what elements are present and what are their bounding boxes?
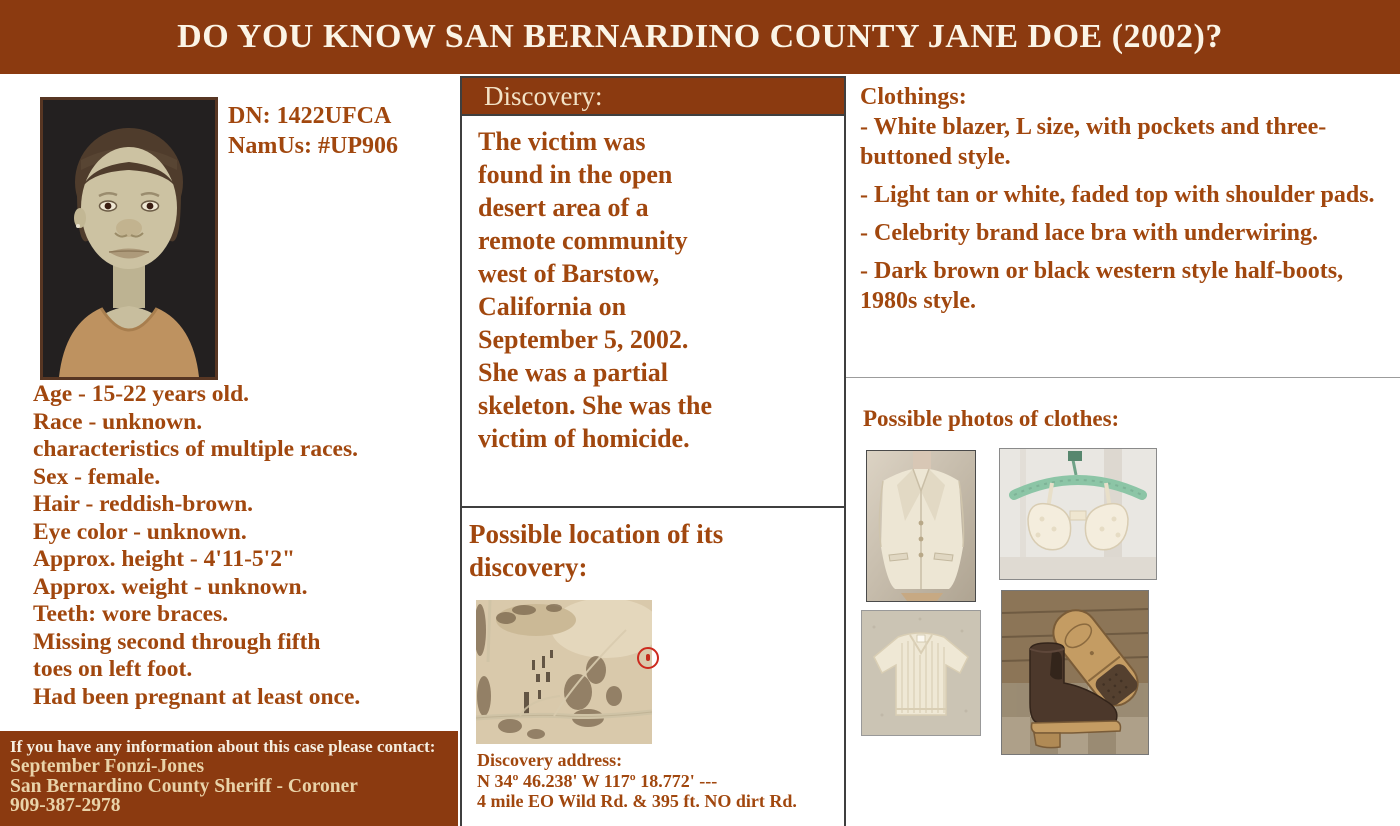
clothing-item: - Light tan or white, faded top with shoulder pads.: [860, 182, 1375, 208]
namus-number: NamUs: #UP906: [228, 133, 398, 159]
panel-divider: [462, 506, 844, 508]
characteristic-line: Eye color - unknown.: [33, 518, 247, 545]
clothing-item: - Dark brown or black western style half-boots, 1980s style.: [860, 258, 1344, 314]
characteristic-line: toes on left foot.: [33, 656, 193, 682]
satellite-map: [476, 600, 652, 744]
lace-bra-photo: [999, 448, 1157, 580]
characteristic-line: Sex - female.: [33, 463, 161, 490]
characteristic-line: Approx. weight - unknown.: [33, 573, 308, 600]
address-label: Discovery address:: [477, 750, 623, 770]
characteristics-list: [33, 381, 360, 711]
clothing-item: - Celebrity brand lace bra with underwiring.: [860, 220, 1318, 246]
brown-boots-photo: [1001, 590, 1149, 755]
discovery-header: Discovery:: [462, 78, 844, 116]
address-coordinates: N 34º 46.238' W 117º 18.772' ---: [477, 770, 718, 791]
location-marker-icon: [637, 647, 659, 669]
contact-name: September Fonzi-Jones: [10, 756, 205, 777]
white-blazer-photo: [866, 450, 976, 602]
discovery-address: [477, 750, 797, 812]
facial-reconstruction-photo: [40, 97, 218, 380]
contact-intro: If you have any information about this case please contact:: [10, 737, 436, 756]
discovery-panel: [460, 76, 846, 826]
contact-phone: 909-387-2978: [10, 795, 121, 816]
clothes-photos-header: Possible photos of clothes:: [863, 406, 1120, 431]
characteristic-line: Age - 15-22 years old.: [33, 381, 250, 407]
characteristic-line: Race - unknown.: [33, 408, 203, 435]
white-top-photo: [861, 610, 981, 736]
contact-agency: San Bernardino County Sheriff - Coroner: [10, 775, 358, 797]
characteristic-line: Approx. height - 4'11-5'2": [33, 546, 295, 572]
characteristic-line: Missing second through fifth: [33, 628, 321, 655]
address-directions: 4 mile EO Wild Rd. & 395 ft. NO dirt Rd.: [477, 791, 797, 811]
characteristic-line: Teeth: wore braces.: [33, 601, 229, 627]
clothing-header: Clothings:: [860, 84, 967, 110]
characteristic-line: Had been pregnant at least once.: [33, 683, 361, 710]
poster-title: DO YOU KNOW SAN BERNARDINO COUNTY JANE DOE (2002)?: [177, 18, 1223, 55]
discovery-map: [476, 600, 652, 744]
clothing-section: [860, 82, 1388, 324]
section-divider: [846, 377, 1400, 378]
case-ids: [228, 101, 398, 161]
clothing-item: - White blazer, L size, with pockets and three-buttoned style.: [860, 114, 1327, 170]
contact-box: [0, 731, 458, 826]
dn-number: DN: 1422UFCA: [228, 103, 392, 129]
bust-illustration: [43, 100, 215, 377]
characteristic-line: Hair - reddish-brown.: [33, 491, 254, 517]
location-header: Possible location of its discovery:: [469, 519, 724, 582]
banner: [0, 0, 1400, 74]
characteristic-line: characteristics of multiple races.: [33, 436, 358, 462]
discovery-text: The victim was found in the open desert area of a remote community west of Barstow, California on September 5, 2002. She was a partial skeleton. She was the victim of homicide.: [478, 127, 713, 453]
